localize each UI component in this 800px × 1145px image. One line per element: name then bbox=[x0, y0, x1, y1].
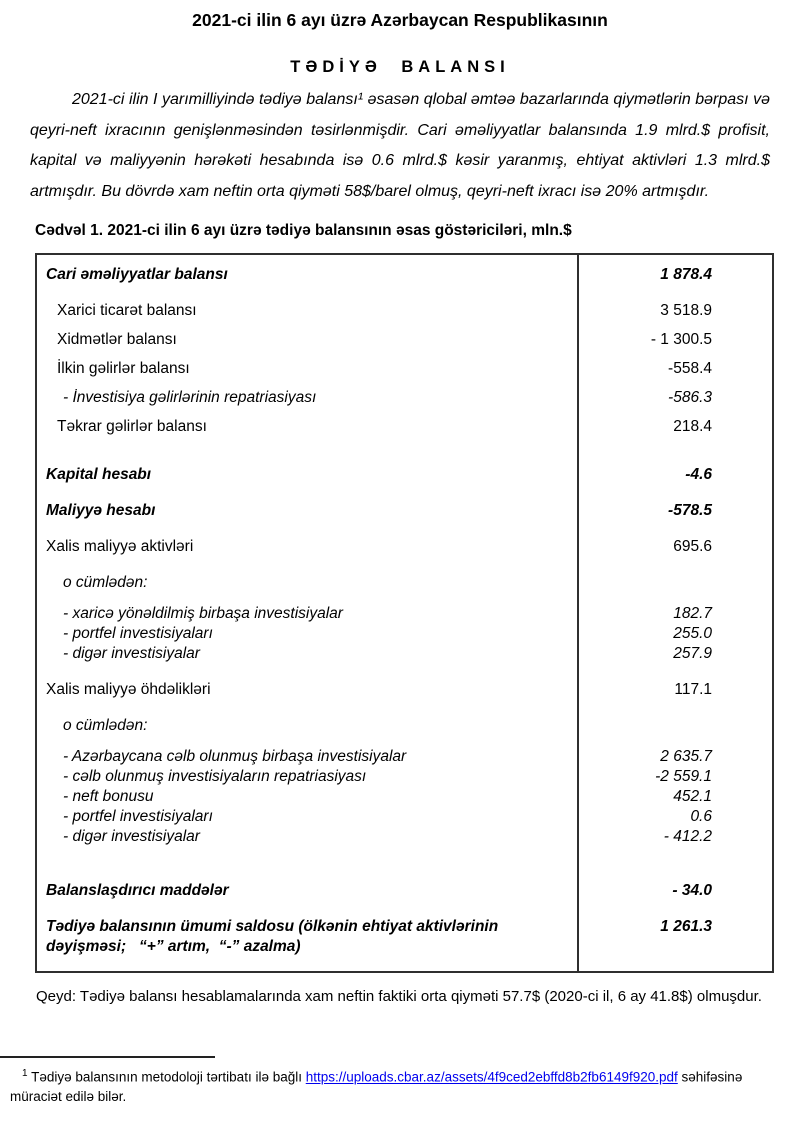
footnote-text-before: Tədiyə balansının metodoloji tərtibatı ilə bağlı bbox=[27, 1069, 306, 1085]
row-value: 452.1 bbox=[673, 788, 712, 805]
footnote bbox=[10, 1064, 786, 1107]
row-value: 3 518.9 bbox=[660, 302, 712, 319]
table-column-divider bbox=[577, 255, 579, 971]
footnote-text-after: səhifəsinə müraciət edilə bilər. bbox=[10, 1069, 743, 1104]
table-row bbox=[37, 624, 772, 644]
table-row bbox=[37, 388, 772, 408]
table-row bbox=[37, 807, 772, 827]
row-label: - cəlb olunmuş investisiyaların repatriasiyası bbox=[63, 768, 367, 785]
table-row bbox=[37, 417, 772, 437]
row-label: Kapital hesabı bbox=[46, 466, 152, 483]
row-label: - portfel investisiyaları bbox=[63, 808, 213, 825]
row-value: 218.4 bbox=[673, 418, 712, 435]
table-row bbox=[37, 644, 772, 664]
table-row bbox=[37, 301, 772, 321]
row-label: Maliyyə hesabı bbox=[46, 502, 156, 519]
row-value: 0.6 bbox=[690, 808, 712, 825]
row-value: 2 635.7 bbox=[660, 748, 712, 765]
row-label: o cümlədən: bbox=[63, 717, 148, 734]
table-row bbox=[37, 747, 772, 767]
table-row bbox=[37, 501, 772, 521]
table-row bbox=[37, 604, 772, 624]
row-value: 117.1 bbox=[674, 681, 712, 698]
row-value: 695.6 bbox=[673, 538, 712, 555]
table-row bbox=[37, 917, 772, 957]
row-label: İlkin gəlirlər balansı bbox=[57, 360, 190, 377]
row-value: -586.3 bbox=[668, 389, 712, 406]
table-caption: Cədvəl 1. 2021-ci ilin 6 ayı üzrə tədiyə balansının əsas göstəriciləri, mln.$ bbox=[35, 222, 572, 239]
table-row bbox=[37, 827, 772, 847]
document-title: 2021-ci ilin 6 ayı üzrə Azərbaycan Respublikasının bbox=[192, 10, 608, 30]
row-label: o cümlədən: bbox=[63, 574, 148, 591]
row-value: 182.7 bbox=[673, 605, 712, 622]
row-value: 1 878.4 bbox=[660, 266, 712, 283]
table-row bbox=[37, 465, 772, 485]
intro-paragraph: 2021-ci ilin I yarımilliyində tədiyə balansı¹ əsasən qlobal əmtəə bazarlarında qiymətlərin bərpası və qeyri-neft ixracının genişlənməsindən təsirlənmişdir. Cari əməliyyatlar balansında 1.9 mlrd.$ profisit, kapital və maliyyənin hərəkəti hesabında isə 0.6 mlrd.$ kəsir yaranmış, ehtiyat aktivləri 1.3 mlrd.$ artmışdır. Bu dövrdə xam neftin orta qiyməti 58$/barel olmuş, qeyri-neft ixracı isə 20% artmışdır. bbox=[30, 91, 770, 200]
row-label: Xarici ticarət balansı bbox=[57, 302, 197, 319]
row-value: 257.9 bbox=[673, 645, 712, 662]
row-label: - neft bonusu bbox=[63, 788, 154, 805]
document-subtitle: TƏDİYƏ BALANSI bbox=[290, 58, 510, 76]
row-label: - xaricə yönəldilmiş birbaşa investisiyalar bbox=[63, 605, 343, 622]
row-value: -4.6 bbox=[685, 466, 712, 483]
row-value: - 34.0 bbox=[672, 882, 712, 899]
row-label: - digər investisiyalar bbox=[63, 645, 200, 662]
row-label: - portfel investisiyaları bbox=[63, 625, 213, 642]
row-value: 255.0 bbox=[673, 625, 712, 642]
table-row bbox=[37, 359, 772, 379]
row-label: Xalis maliyyə öhdəlikləri bbox=[46, 681, 211, 698]
row-value: -558.4 bbox=[668, 360, 712, 377]
table-row bbox=[37, 537, 772, 557]
table-row bbox=[37, 787, 772, 807]
row-value: -2 559.1 bbox=[655, 768, 712, 785]
row-label: Təkrar gəlirlər balansı bbox=[57, 418, 207, 435]
table-row bbox=[37, 767, 772, 787]
table-row bbox=[37, 716, 772, 736]
footnote-marker: 1 bbox=[22, 1068, 28, 1079]
row-label: Tədiyə balansının ümumi saldosu (ölkənin ehtiyat aktivlərinin dəyişməsi; “+” artım, “-” azalma) bbox=[46, 918, 499, 955]
table-row bbox=[37, 265, 772, 285]
row-value: - 1 300.5 bbox=[650, 331, 712, 348]
row-label: - Azərbaycana cəlb olunmuş birbaşa investisiyalar bbox=[63, 748, 407, 765]
row-label: Cari əməliyyatlar balansı bbox=[46, 266, 228, 283]
row-label: Balanslaşdırıcı maddələr bbox=[46, 882, 229, 899]
row-label: - İnvestisiya gəlirlərinin repatriasiyası bbox=[63, 389, 317, 406]
table-row bbox=[37, 680, 772, 700]
row-label: - digər investisiyalar bbox=[63, 828, 200, 845]
row-value: 1 261.3 bbox=[660, 918, 712, 935]
footnote-divider bbox=[0, 1056, 215, 1058]
row-label: Xalis maliyyə aktivləri bbox=[46, 538, 194, 555]
row-label: Xidmətlər balansı bbox=[57, 331, 177, 348]
table-row bbox=[37, 881, 772, 901]
balance-table bbox=[35, 253, 774, 973]
row-value: - 412.2 bbox=[663, 828, 712, 845]
table-row bbox=[37, 330, 772, 350]
footnote-link[interactable]: https://uploads.cbar.az/assets/4f9ced2ebffd8b2fb6149f920.pdf bbox=[305, 1069, 678, 1085]
table-row bbox=[37, 573, 772, 593]
note-text: Qeyd: Tədiyə balansı hesablamalarında xam neftin faktiki orta qiyməti 57.7$ (2020-ci il, 6 ay 41.8$) olmuşdur. bbox=[36, 988, 762, 1005]
row-value: -578.5 bbox=[668, 502, 712, 519]
